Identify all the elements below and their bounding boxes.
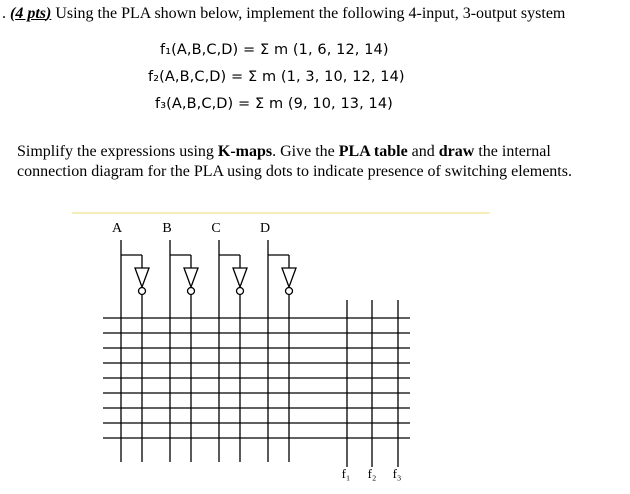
input-label-d: D <box>259 221 271 236</box>
and-array-grid <box>103 300 300 462</box>
input-inverter-stages <box>121 240 296 300</box>
instructions-text-1: Simplify the expressions using <box>17 143 218 160</box>
equation-f2: f₂(A,B,C,D) = Σ m (1, 3, 10, 12, 14) <box>148 69 405 85</box>
points-value: 4 pts <box>15 5 46 22</box>
instructions-bold-pla-table: PLA table <box>338 143 408 160</box>
instructions-bold-kmaps: K-maps <box>217 143 273 160</box>
inverter-triangle-b <box>184 268 198 287</box>
equation-f3: f₃(A,B,C,D) = Σ m (9, 10, 13, 14) <box>155 96 393 112</box>
inverter-bubble-d <box>286 288 293 295</box>
input-label-b: B <box>162 221 172 236</box>
inverter-bubble-b <box>188 288 195 295</box>
input-stage-d <box>268 240 296 300</box>
instructions-text-3: and <box>407 143 439 160</box>
input-stage-b <box>170 240 198 300</box>
inverter-triangle-a <box>135 268 149 287</box>
points-open: ( <box>10 5 16 22</box>
question-bullet: . <box>2 5 6 22</box>
instructions-bold-draw: draw <box>438 143 475 160</box>
input-label-c: C <box>211 221 221 236</box>
inverter-bubble-a <box>139 288 146 295</box>
input-stage-c <box>219 240 247 300</box>
inverter-triangle-c <box>233 268 247 287</box>
inverter-bubble-c <box>237 288 244 295</box>
output-label-f2: f₂ <box>367 466 377 481</box>
instructions-text-4: the internal connection diagram for the PLA using dots to indicate presence of switching elements. <box>17 143 572 180</box>
input-stage-a <box>121 240 149 300</box>
inverter-triangle-d <box>282 268 296 287</box>
input-label-a: A <box>111 221 123 236</box>
equation-f1: f₁(A,B,C,D) = Σ m (1, 6, 12, 14) <box>160 42 389 58</box>
output-label-f3: f₃ <box>392 466 402 481</box>
question-body: Using the PLA shown below, implement the following 4-input, 3-output system <box>55 5 566 22</box>
points-close: ) <box>46 5 52 22</box>
output-label-f1: f₁ <box>341 466 351 481</box>
or-array-grid <box>300 300 410 467</box>
instructions-text-2: . Give the <box>272 143 339 160</box>
